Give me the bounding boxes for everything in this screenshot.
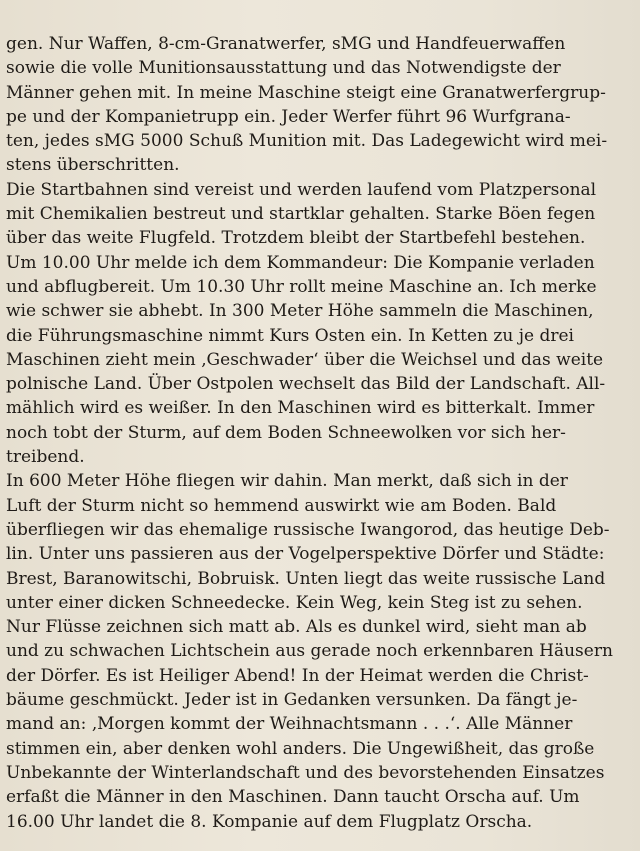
text-line: Maschinen zieht mein ‚Geschwader‘ über die Weichsel und das weite [6,349,604,370]
body-text [6,32,634,834]
text-line: mit Chemikalien bestreut und startklar gehalten. Starke Böen fegen [6,204,596,225]
text-line: die Führungsmaschine nimmt Kurs Osten ein. In Ketten zu je drei [6,325,574,346]
text-line: und zu schwachen Lichtschein aus gerade noch erkennbaren Häusern [6,641,613,662]
text-line: Nur Flüsse zeichnen sich matt ab. Als es dunkel wird, sieht man ab [6,617,587,638]
text-line: mand an: ‚Morgen kommt der Weihnachtsmann . . .‘. Alle Männer [6,714,573,735]
text-line: Männer gehen mit. In meine Maschine steigt eine Granatwerfergrup- [6,82,606,103]
text-line: der Dörfer. Es ist Heiliger Abend! In der Heimat werden die Christ- [6,665,589,686]
text-line: wie schwer sie abhebt. In 300 Meter Höhe sammeln die Maschinen, [6,301,594,322]
text-line: mählich wird es weißer. In den Maschinen wird es bitterkalt. Immer [6,398,595,419]
text-line: Luft der Sturm nicht so hemmend auswirkt wie am Boden. Bald [6,495,557,516]
text-line: stimmen ein, aber denken wohl anders. Die Ungewißheit, das große [6,738,595,759]
text-line: Brest, Baranowitschi, Bobruisk. Unten liegt das weite russische Land [6,568,606,589]
text-line: gen. Nur Waffen, 8-cm-Granatwerfer, sMG und Handfeuerwaffen [6,34,566,54]
text-line: sowie die volle Munitionsausstattung und das Notwendigste der [6,58,561,79]
text-line: lin. Unter uns passieren aus der Vogelperspektive Dörfer und Städte: [6,544,605,565]
text-line: noch tobt der Sturm, auf dem Boden Schneewolken vor sich her- [6,422,566,443]
text-line: treibend. [6,447,85,468]
text-line: Um 10.00 Uhr melde ich dem Kommandeur: Die Kompanie verladen [6,252,595,273]
text-line: Unbekannte der Winterlandschaft und des bevorstehenden Einsatzes [6,762,605,783]
text-line: ten, jedes sMG 5000 Schuß Munition mit. Das Ladegewicht wird mei- [6,131,608,152]
text-line: bäume geschmückt. Jeder ist in Gedanken versunken. Da fängt je- [6,690,578,711]
text-line: pe und der Kompanietrupp ein. Jeder Werfer führt 96 Wurfgrana- [6,106,571,127]
text-line: 16.00 Uhr landet die 8. Kompanie auf dem Flugplatz Orscha. [6,811,533,832]
text-line: unter einer dicken Schneedecke. Kein Weg, kein Steg ist zu sehen. [6,592,583,613]
text-line: In 600 Meter Höhe fliegen wir dahin. Man merkt, daß sich in der [6,471,568,492]
text-line: polnische Land. Über Ostpolen wechselt das Bild der Landschaft. All- [6,374,606,395]
text-line: stens überschritten. [6,155,180,176]
text-line: überfliegen wir das ehemalige russische Iwangorod, das heutige Deb- [6,519,610,540]
text-line: Die Startbahnen sind vereist und werden laufend vom Platzpersonal [6,179,597,200]
text-line: und abflugbereit. Um 10.30 Uhr rollt meine Maschine an. Ich merke [6,276,597,297]
text-line: über das weite Flugfeld. Trotzdem bleibt der Startbefehl bestehen. [6,228,586,249]
text-line: erfaßt die Männer in den Maschinen. Dann taucht Orscha auf. Um [6,787,580,808]
